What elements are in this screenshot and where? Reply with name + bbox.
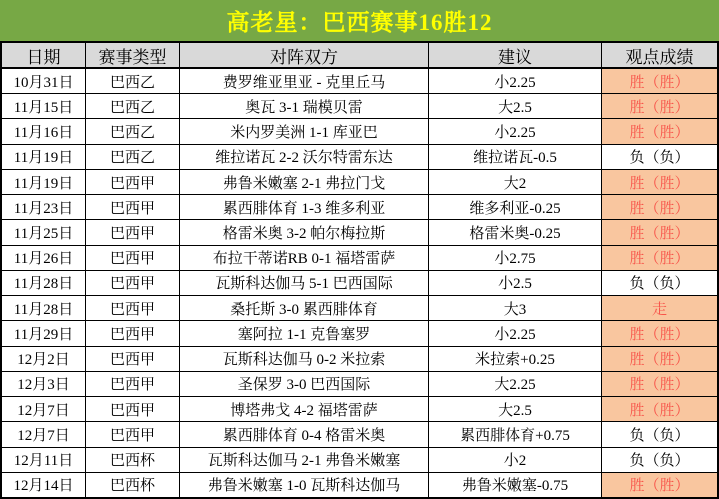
column-header-result: 观点成绩 xyxy=(625,47,694,67)
results-table xyxy=(0,41,719,499)
result-cell: 胜（胜） xyxy=(602,195,717,219)
date-cell: 12月7日 xyxy=(2,422,86,446)
date-cell: 11月28日 xyxy=(2,296,86,320)
result-cell: 胜（胜） xyxy=(602,170,717,194)
table-row xyxy=(2,271,717,296)
match-cell: 桑托斯 3-0 累西腓体育 xyxy=(180,296,429,320)
league-cell: 巴西甲 xyxy=(86,296,180,320)
date-cell: 11月16日 xyxy=(2,119,86,143)
match-cell: 米内罗美洲 1-1 库亚巴 xyxy=(180,119,429,143)
date-cell: 11月19日 xyxy=(2,170,86,194)
result-cell: 胜（胜） xyxy=(602,372,717,396)
column-header-tip: 建议 xyxy=(429,43,602,67)
match-cell: 维拉诺瓦 2-2 沃尔特雷东达 xyxy=(180,145,429,169)
column-header-league: 赛事类型 xyxy=(86,43,180,67)
result-cell: 胜（胜） xyxy=(602,473,717,497)
match-cell: 瓦斯科达伽马 2-1 弗鲁米嫩塞 xyxy=(180,448,429,472)
date-cell: 12月2日 xyxy=(2,347,86,371)
result-cell: 胜（胜） xyxy=(602,347,717,371)
tip-cell: 大2.5 xyxy=(429,397,602,421)
table-row xyxy=(2,296,717,321)
league-cell: 巴西甲 xyxy=(86,397,180,421)
table-row xyxy=(2,145,717,170)
result-cell: 走 xyxy=(602,296,717,320)
tip-cell: 弗鲁米嫩塞-0.75 xyxy=(429,473,602,497)
table-row xyxy=(2,94,717,119)
tip-cell: 累西腓体育+0.75 xyxy=(429,422,602,446)
result-cell: 胜（胜） xyxy=(602,397,717,421)
result-cell: 胜（胜） xyxy=(602,246,717,270)
tip-cell: 维拉诺瓦-0.5 xyxy=(429,145,602,169)
date-cell: 10月31日 xyxy=(2,69,86,93)
match-cell: 圣保罗 3-0 巴西国际 xyxy=(180,372,429,396)
league-cell: 巴西乙 xyxy=(86,94,180,118)
result-cell: 胜（胜） xyxy=(602,220,717,244)
tip-cell: 大3 xyxy=(429,296,602,320)
table-row xyxy=(2,422,717,447)
match-cell: 奥瓦 3-1 瑞模贝雷 xyxy=(180,94,429,118)
league-cell: 巴西甲 xyxy=(86,246,180,270)
date-cell: 11月23日 xyxy=(2,195,86,219)
match-cell: 布拉干蒂诺RB 0-1 福塔雷萨 xyxy=(180,246,429,270)
table-row xyxy=(2,397,717,422)
league-cell: 巴西甲 xyxy=(86,271,180,295)
table-row xyxy=(2,473,717,497)
match-cell: 塞阿拉 1-1 克鲁塞罗 xyxy=(180,321,429,345)
result-cell: 负（负） xyxy=(629,427,690,444)
league-cell: 巴西杯 xyxy=(86,448,180,472)
table-row xyxy=(2,195,717,220)
page-title: 高老星：巴西赛事16胜12 xyxy=(0,0,719,41)
table-row xyxy=(2,69,717,94)
tip-cell: 小2.25 xyxy=(429,321,602,345)
league-cell: 巴西甲 xyxy=(86,321,180,345)
league-cell: 巴西甲 xyxy=(86,347,180,371)
column-header-match: 对阵双方 xyxy=(180,43,429,67)
table-row xyxy=(2,372,717,397)
tip-cell: 大2.5 xyxy=(429,94,602,118)
tip-cell: 小2 xyxy=(429,448,602,472)
league-cell: 巴西杯 xyxy=(86,473,180,497)
table-row xyxy=(2,448,717,473)
date-cell: 11月19日 xyxy=(2,145,86,169)
league-cell: 巴西乙 xyxy=(86,119,180,143)
result-cell: 负（负） xyxy=(629,276,690,293)
table-row xyxy=(2,321,717,346)
date-cell: 12月3日 xyxy=(2,372,86,396)
match-cell: 弗鲁米嫩塞 2-1 弗拉门戈 xyxy=(180,170,429,194)
table-row xyxy=(2,347,717,372)
league-cell: 巴西甲 xyxy=(86,170,180,194)
date-cell: 12月11日 xyxy=(2,448,86,472)
date-cell: 11月26日 xyxy=(2,246,86,270)
tip-cell: 小2.25 xyxy=(429,69,602,93)
tip-cell: 格雷米奥-0.25 xyxy=(429,220,602,244)
tip-cell: 大2 xyxy=(429,170,602,194)
match-cell: 瓦斯科达伽马 5-1 巴西国际 xyxy=(180,271,429,295)
date-cell: 11月29日 xyxy=(2,321,86,345)
league-cell: 巴西甲 xyxy=(86,195,180,219)
tip-cell: 大2.25 xyxy=(429,372,602,396)
result-cell: 胜（胜） xyxy=(602,94,717,118)
result-cell: 负（负） xyxy=(629,453,690,470)
match-cell: 累西腓体育 0-4 格雷米奥 xyxy=(180,422,429,446)
match-cell: 格雷米奥 3-2 帕尔梅拉斯 xyxy=(180,220,429,244)
league-cell: 巴西甲 xyxy=(86,422,180,446)
match-cell: 瓦斯科达伽马 0-2 米拉索 xyxy=(180,347,429,371)
match-cell: 累西腓体育 1-3 维多利亚 xyxy=(180,195,429,219)
result-cell: 胜（胜） xyxy=(602,69,717,93)
table-row xyxy=(2,119,717,144)
match-cell: 费罗维亚里亚 - 克里丘马 xyxy=(180,69,429,93)
table-header-row xyxy=(2,43,717,69)
date-cell: 11月28日 xyxy=(2,271,86,295)
league-cell: 巴西甲 xyxy=(86,220,180,244)
result-cell: 胜（胜） xyxy=(602,321,717,345)
date-cell: 11月25日 xyxy=(2,220,86,244)
table-body xyxy=(2,69,717,497)
table-row xyxy=(2,170,717,195)
tip-cell: 维多利亚-0.25 xyxy=(429,195,602,219)
date-cell: 12月7日 xyxy=(2,397,86,421)
league-cell: 巴西乙 xyxy=(86,69,180,93)
tip-cell: 小2.5 xyxy=(429,271,602,295)
league-cell: 巴西乙 xyxy=(86,145,180,169)
table-row xyxy=(2,220,717,245)
table-row xyxy=(2,246,717,271)
result-cell: 负（负） xyxy=(629,150,690,167)
date-cell: 12月14日 xyxy=(2,473,86,497)
result-cell: 胜（胜） xyxy=(602,119,717,143)
match-cell: 弗鲁米嫩塞 1-0 瓦斯科达伽马 xyxy=(180,473,429,497)
league-cell: 巴西甲 xyxy=(86,372,180,396)
column-header-date: 日期 xyxy=(2,43,86,67)
tip-cell: 小2.25 xyxy=(429,119,602,143)
date-cell: 11月15日 xyxy=(2,94,86,118)
tip-cell: 小2.75 xyxy=(429,246,602,270)
tip-cell: 米拉索+0.25 xyxy=(429,347,602,371)
match-cell: 博塔弗戈 4-2 福塔雷萨 xyxy=(180,397,429,421)
